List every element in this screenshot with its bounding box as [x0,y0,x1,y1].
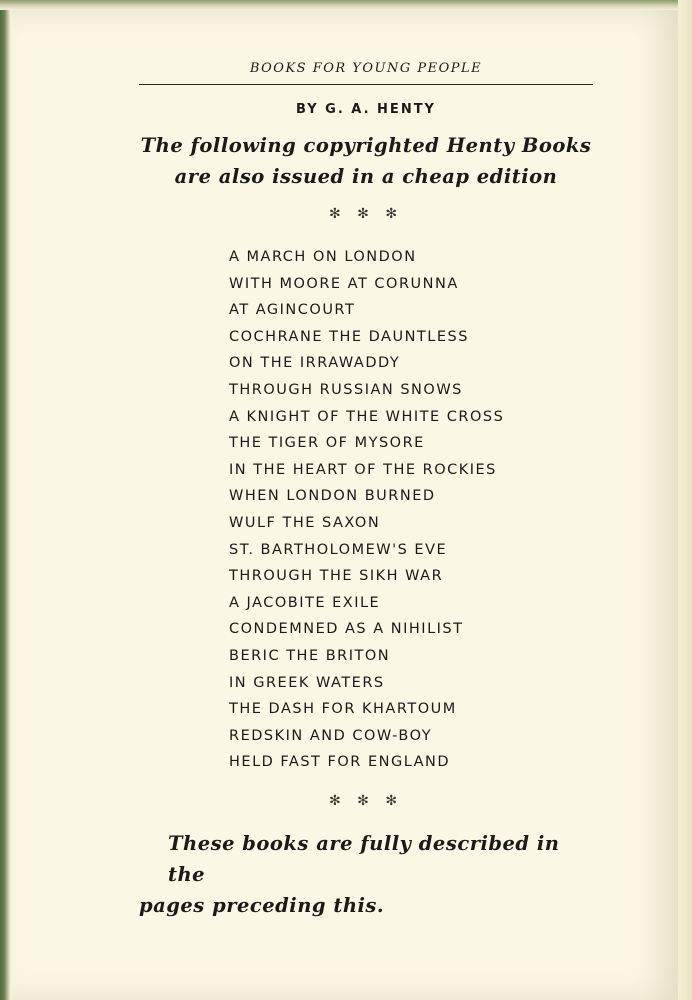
ornament-bottom: ✻ ✻ ✻ [328,793,404,809]
book-title: IN GREEK WATERS [229,674,385,691]
author-byline: BY G. A. HENTY [296,102,436,117]
book-title: WITH MOORE AT CORUNNA [229,275,459,292]
book-title: BERIC THE BRITON [229,647,391,664]
book-title: A KNIGHT OF THE WHITE CROSS [229,408,505,425]
book-title-list [229,244,504,776]
book-title: COCHRANE THE DAUNTLESS [229,328,469,345]
book-title: THROUGH RUSSIAN SNOWS [229,381,463,398]
book-title: A MARCH ON LONDON [229,249,417,265]
book-title: ST. BARTHOLOMEW'S EVE [229,541,448,558]
outro-line-2: pages preceding this. [139,894,385,917]
header-rule [139,84,593,85]
book-title: WULF THE SAXON [229,514,381,531]
book-title: ON THE IRRAWADDY [229,355,401,372]
top-cover-edge [0,0,692,10]
intro-line-2: are also issued in a cheap edition [174,165,558,188]
book-title: HELD FAST FOR ENGLAND [229,754,451,771]
page-right-edge [678,0,692,1000]
book-title: IN THE HEART OF THE ROCKIES [229,461,497,478]
book-title: THE TIGER OF MYSORE [229,435,425,452]
book-title: CONDEMNED AS A NIHILIST [229,621,464,638]
book-title: REDSKIN AND COW-BOY [229,727,433,744]
book-title: THROUGH THE SIKH WAR [229,568,444,585]
book-title: WHEN LONDON BURNED [229,488,436,505]
intro-text [139,130,593,192]
book-title: A JACOBITE EXILE [229,594,381,611]
running-head: BOOKS FOR YOUNG PEOPLE [249,61,483,76]
book-spine-edge [0,0,10,1000]
outro-line-1: These books are fully described in the [168,832,560,886]
book-title: THE DASH FOR KHARTOUM [229,701,457,718]
intro-line-1: The following copyrighted Henty Books [140,134,592,157]
book-title: AT AGINCOURT [229,302,356,319]
outro-text [139,828,599,921]
ornament-top: ✻ ✻ ✻ [328,206,404,222]
